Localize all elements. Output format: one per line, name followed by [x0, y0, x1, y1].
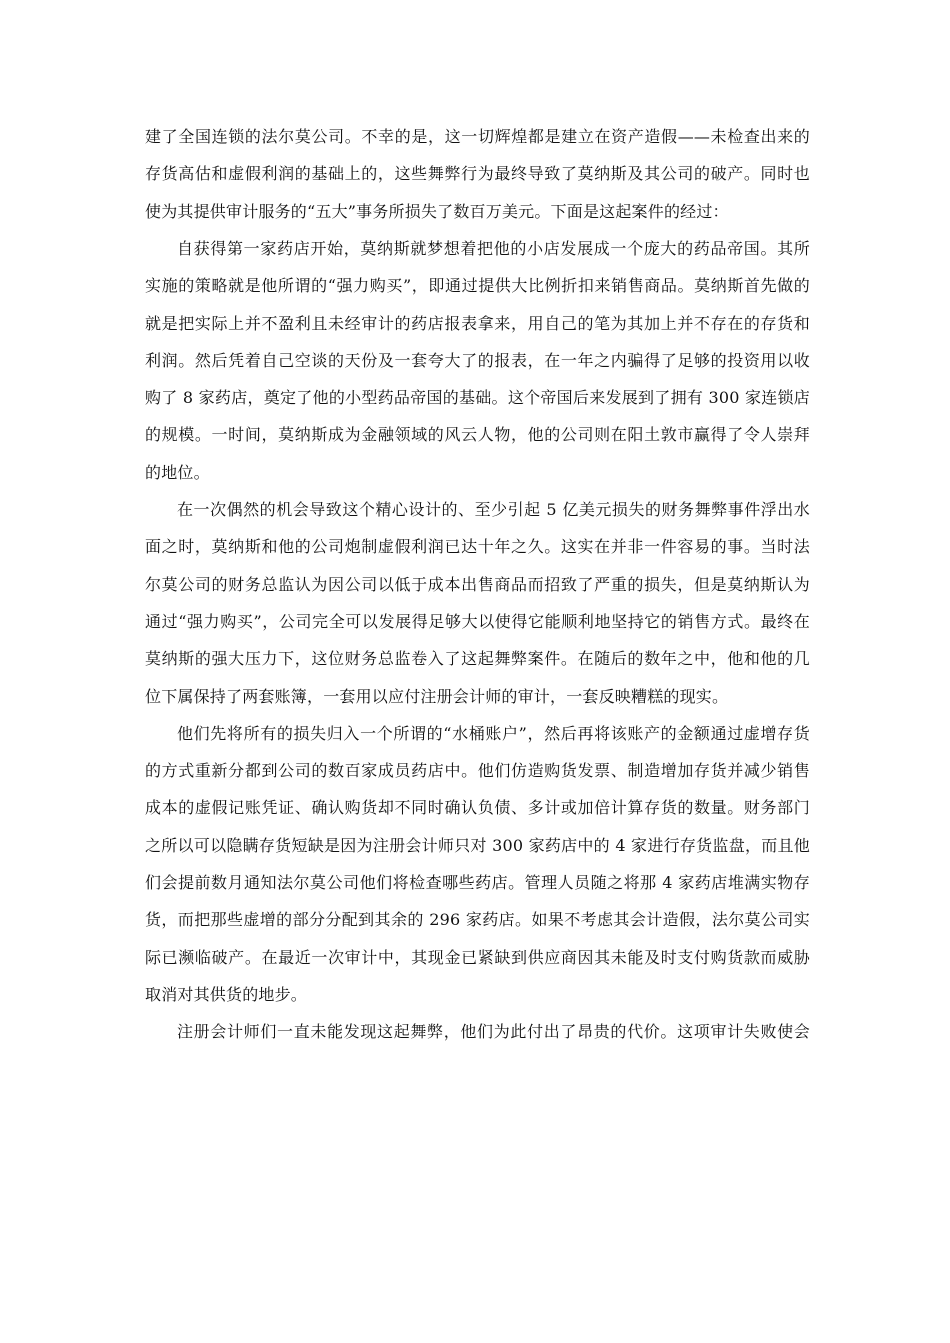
text-line: 取消对其供货的地步。	[145, 984, 308, 1004]
text-line: 们会提前数月通知法尔莫公司他们将检查哪些药店。管理人员随之将那 4 家药店堆满实物存	[145, 873, 810, 892]
text-line: 之所以可以隐瞒存货短缺是因为注册会计师只对 300 家药店中的 4 家进行存货监盘，而且他	[145, 835, 810, 855]
text-line: 建了全国连锁的法尔莫公司。不幸的是，这一切辉煌都是建立在资产造假——未检查出来的	[145, 127, 810, 146]
text-line: 利润。然后凭着自己空谈的天份及一套夸大了的报表，在一年之内骗得了足够的投资用以收	[145, 350, 810, 370]
text-line: 成本的虚假记账凭证、确认购货却不同时确认负债、多计或加倍计算存货的数量。财务部门	[145, 798, 810, 818]
text-line: 实施的策略就是他所谓的“强力购买”，即通过提供大比例折扣来销售商品。莫纳斯首先做的	[145, 276, 810, 296]
text-line: 的地位。	[145, 462, 210, 482]
text-line: 就是把实际上并不盈利且未经审计的药店报表拿来，用自己的笔为其加上并不存在的存货和	[145, 313, 810, 333]
text-line: 在一次偶然的机会导致这个精心设计的、至少引起 5 亿美元损失的财务舞弊事件浮出水	[177, 500, 810, 519]
text-line: 位下属保持了两套账簿，一套用以应付注册会计师的审计，一套反映糟糕的现实。	[145, 686, 729, 706]
text-line: 注册会计师们一直未能发现这起舞弊，他们为此付出了昂贵的代价。这项审计失败使会	[177, 1022, 810, 1042]
text-line: 的方式重新分都到公司的数百家成员药店中。他们仿造购货发票、制造增加存货并减少销售	[145, 761, 810, 781]
text-line: 际已濒临破产。在最近一次审计中，其现金已紧缺到供应商因其未能及时支付购货款而威胁	[145, 947, 810, 967]
text-line: 使为其提供审计服务的“五大”事务所损失了数百万美元。下面是这起案件的经过：	[145, 201, 729, 221]
text-line: 通过“强力购买”，公司完全可以发展得足够大以使得它能顺利地坚持它的销售方式。最终在	[145, 611, 810, 631]
text-line: 尔莫公司的财务总监认为因公司以低于成本出售商品而招致了严重的损失，但是莫纳斯认为	[145, 574, 810, 594]
text-line: 存货高估和虚假利润的基础上的，这些舞弊行为最终导致了莫纳斯及其公司的破产。同时也	[145, 164, 810, 184]
text-line: 购了 8 家药店，奠定了他的小型药品帝国的基础。这个帝国后来发展到了拥有 300 家连锁店	[145, 388, 810, 408]
text-line: 莫纳斯的强大压力下，这位财务总监卷入了这起舞弊案件。在随后的数年之中，他和他的几	[145, 649, 810, 669]
text-line: 货，而把那些虚增的部分分配到其余的 296 家药店。如果不考虑其会计造假，法尔莫公司实	[145, 910, 810, 930]
text-line: 的规模。一时间，莫纳斯成为金融领域的风云人物，他的公司则在阳土敦市赢得了令人崇拜	[145, 425, 810, 445]
text-line: 面之时，莫纳斯和他的公司炮制虚假利润已达十年之久。这实在并非一件容易的事。当时法	[145, 537, 810, 557]
text-line: 自获得第一家药店开始，莫纳斯就梦想着把他的小店发展成一个庞大的药品帝国。其所	[177, 238, 810, 258]
text-line: 他们先将所有的损失归入一个所谓的“水桶账户”，然后再将该账产的金额通过虚增存货	[177, 723, 810, 743]
